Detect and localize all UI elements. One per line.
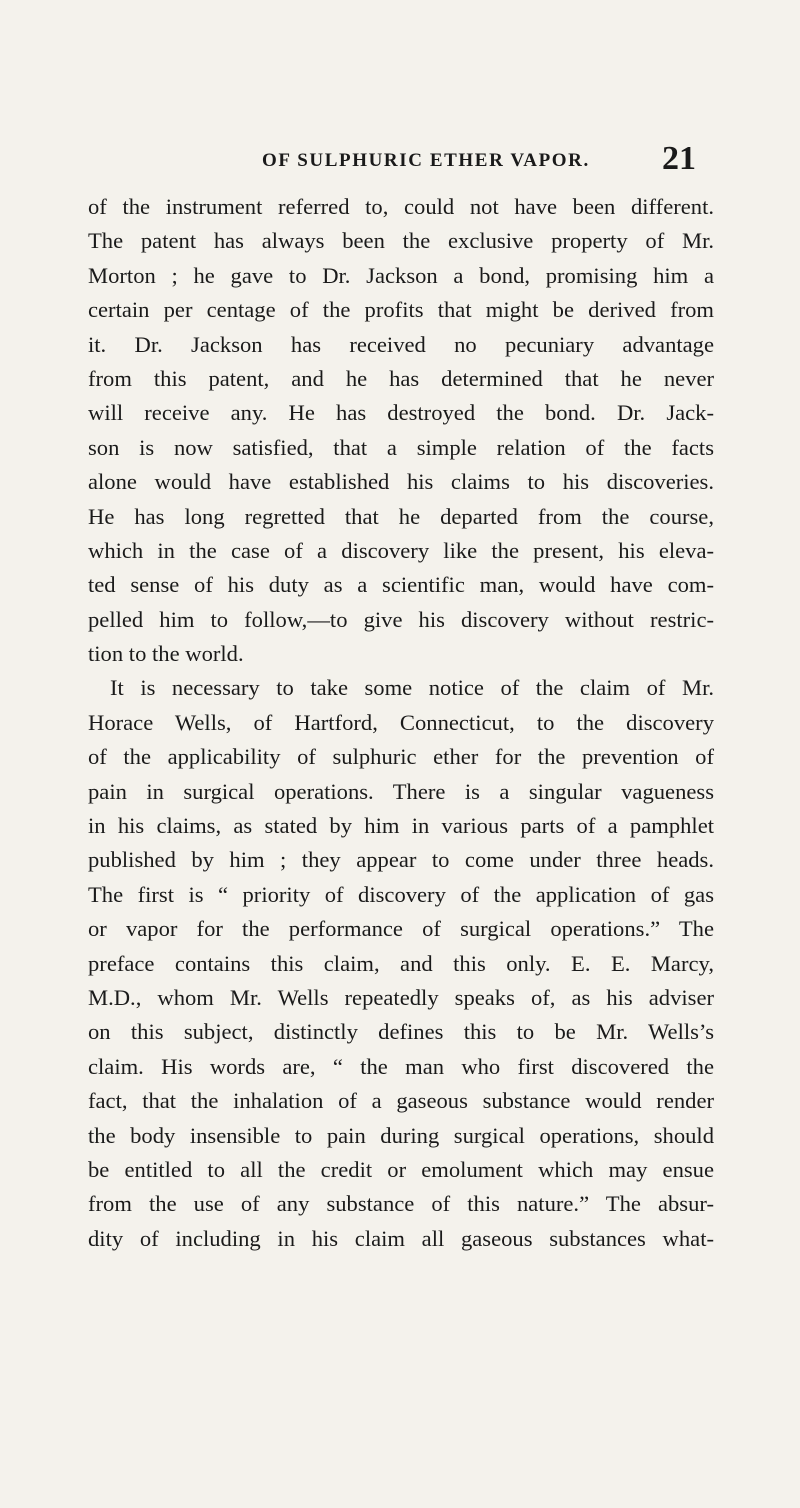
text-line: on this subject, distinctly defines this to be Mr. Wells’s <box>88 1019 714 1045</box>
text-line: son is now satisfied, that a simple relation of the facts <box>88 434 714 460</box>
text-line: alone would have established his claims to his discoveries. <box>88 469 714 495</box>
text-line: pelled him to follow,—to give his discovery without restric- <box>88 606 714 632</box>
text-line: from this patent, and he has determined that he never <box>88 365 714 391</box>
text-line: of the instrument referred to, could not have been different. <box>88 194 714 219</box>
body-text <box>88 190 714 1256</box>
page-number: 21 <box>662 140 696 177</box>
text-line: claim. His words are, “ the man who first discovered the <box>88 1053 714 1079</box>
text-line: The first is “ priority of discovery of the application of gas <box>88 881 714 907</box>
text-line: Morton ; he gave to Dr. Jackson a bond, promising him a <box>88 262 714 288</box>
text-line: fact, that the inhalation of a gaseous substance would render <box>88 1088 714 1114</box>
text-line: dity of including in his claim all gaseous substances what- <box>88 1225 714 1251</box>
text-line: which in the case of a discovery like the present, his eleva- <box>88 537 714 563</box>
running-head: OF SULPHURIC ETHER VAPOR. <box>262 150 590 171</box>
text-line: ted sense of his duty as a scientific man, would have com- <box>88 572 714 598</box>
text-line: Horace Wells, of Hartford, Connecticut, to the discovery <box>88 709 714 735</box>
text-line: preface contains this claim, and this only. E. E. Marcy, <box>88 950 714 976</box>
text-line: tion to the world. <box>88 641 244 667</box>
text-line: of the applicability of sulphuric ether for the prevention of <box>88 744 714 770</box>
text-line: will receive any. He has destroyed the bond. Dr. Jack- <box>88 400 714 426</box>
text-line: it. Dr. Jackson has received no pecuniary advantage <box>88 331 714 357</box>
text-line: The patent has always been the exclusive property of Mr. <box>88 228 714 254</box>
text-line: the body insensible to pain during surgical operations, should <box>88 1122 714 1148</box>
text-line: published by him ; they appear to come under three heads. <box>88 847 714 873</box>
text-line: certain per centage of the profits that might be derived from <box>88 297 714 323</box>
text-line: from the use of any substance of this nature.” The absur- <box>88 1191 714 1217</box>
text-line: in his claims, as stated by him in various parts of a pamphlet <box>88 813 714 839</box>
text-line: or vapor for the performance of surgical operations.” The <box>88 916 714 942</box>
text-line: be entitled to all the credit or emolument which may ensue <box>88 1156 714 1182</box>
text-line: It is necessary to take some notice of the claim of Mr. <box>110 675 714 701</box>
text-line: M.D., whom Mr. Wells repeatedly speaks of, as his adviser <box>88 984 714 1010</box>
text-line: He has long regretted that he departed from the course, <box>88 503 714 529</box>
text-line: pain in surgical operations. There is a singular vagueness <box>88 778 714 804</box>
